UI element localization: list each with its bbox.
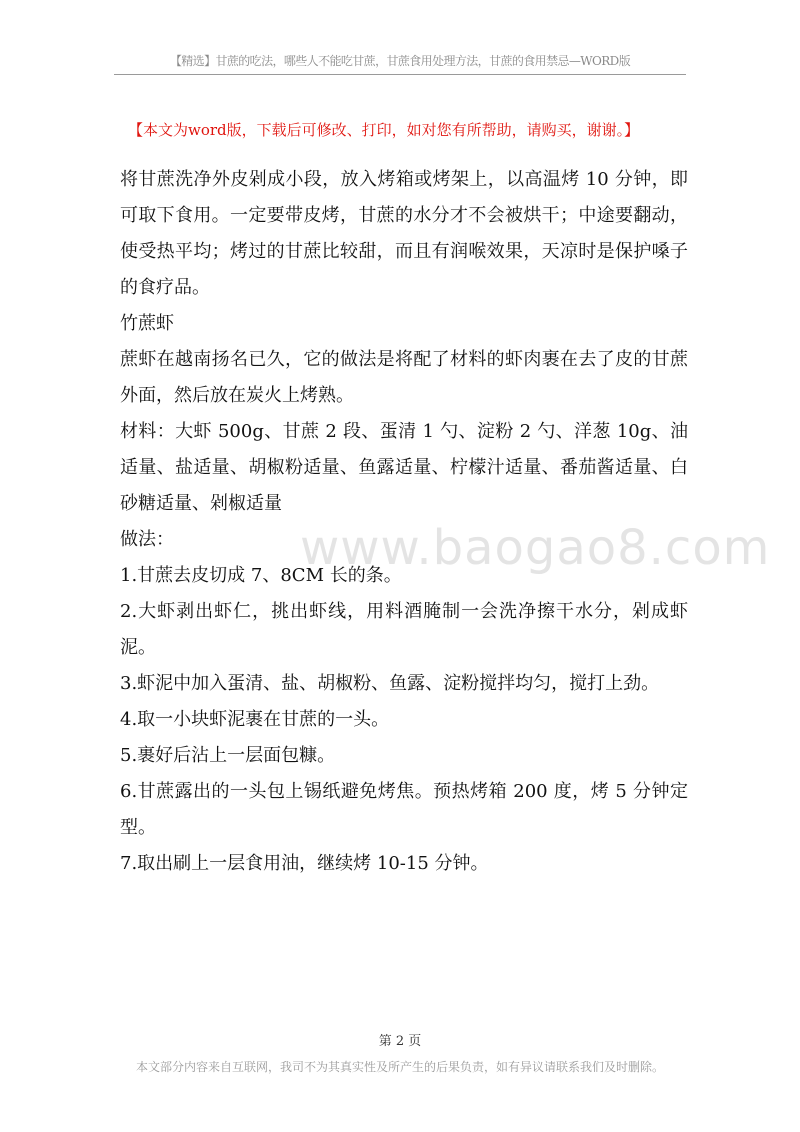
document-body	[120, 162, 688, 882]
page-footer-disclaimer: 本文部分内容来自互联网，我司不为其真实性及所产生的后果负责，如有异议请联系我们及时删除。	[135, 1060, 664, 1074]
paragraph-recipe-intro: 蔗虾在越南扬名已久，它的做法是将配了材料的虾肉裹在去了皮的甘蔗外面，然后放在炭火上烤熟。	[120, 349, 688, 406]
step-6: 6.甘蔗露出的一头包上锡纸避免烤焦。预热烤箱 200 度，烤 5 分钟定型。	[120, 781, 688, 838]
step-3: 3.虾泥中加入蛋清、盐、胡椒粉、鱼露、淀粉搅拌均匀，搅打上劲。	[120, 673, 660, 694]
step-4: 4.取一小块虾泥裹在甘蔗的一头。	[120, 709, 390, 730]
recipe-title: 竹蔗虾	[120, 313, 174, 334]
watermark: www.baogao8.com	[300, 520, 771, 576]
download-notice: 【本文为word版，下载后可修改、打印，如对您有所帮助，请购买，谢谢。】	[128, 121, 640, 139]
header-divider	[114, 74, 686, 75]
step-5: 5.裹好后沾上一层面包糠。	[120, 745, 336, 766]
step-1: 1.甘蔗去皮切成 7、8CM 长的条。	[120, 565, 402, 586]
step-7: 7.取出刷上一层食用油，继续烤 10-15 分钟。	[120, 853, 489, 874]
page-number: 第 2 页	[378, 1034, 422, 1049]
page-header: 【精选】甘蔗的吃法，哪些人不能吃甘蔗，甘蔗食用处理方法，甘蔗的食用禁忌—WORD版	[169, 54, 631, 68]
paragraph-ingredients: 材料：大虾 500g、甘蔗 2 段、蛋清 1 勺、淀粉 2 勺、洋葱 10g、油适量、盐适量、胡椒粉适量、鱼露适量、柠檬汁适量、番茄酱适量、白砂糖适量、剁椒适量	[120, 421, 688, 514]
step-2: 2.大虾剥出虾仁，挑出虾线，用料酒腌制一会洗净擦干水分，剁成虾泥。	[120, 601, 688, 658]
method-heading: 做法：	[120, 529, 174, 550]
paragraph-baking-method: 将甘蔗洗净外皮剁成小段，放入烤箱或烤架上，以高温烤 10 分钟，即可取下食用。一定要带皮烤，甘蔗的水分才不会被烘干；中途要翻动，使受热平均；烤过的甘蔗比较甜，而且有润喉效果，天凉时是保护嗓子的食疗品。	[120, 169, 688, 298]
